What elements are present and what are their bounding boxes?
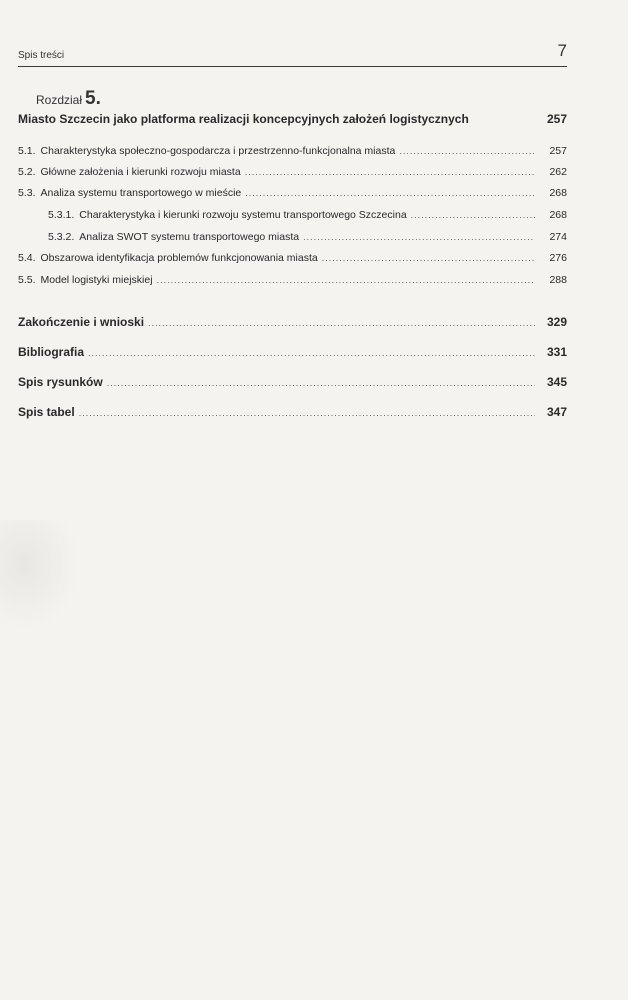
toc-entry-number: 5.1. bbox=[18, 145, 36, 157]
toc-entry-conclusions[interactable] bbox=[18, 315, 567, 333]
chapter-label: Rozdział bbox=[36, 93, 83, 107]
chapter-number: 5. bbox=[85, 88, 101, 109]
toc-entry-page: 257 bbox=[549, 145, 567, 157]
toc-entry-number: 5.5. bbox=[18, 274, 36, 286]
toc-entry-title: Główne założenia i kierunki rozwoju miasta bbox=[40, 166, 241, 178]
toc-entry-number: 5.3.1. bbox=[48, 209, 75, 221]
dot-leader bbox=[303, 232, 535, 242]
toc-entry-title: Analiza SWOT systemu transportowego miasta bbox=[79, 231, 300, 243]
dot-leader bbox=[88, 348, 535, 358]
toc-entry-title: Model logistyki miejskiej bbox=[40, 274, 153, 286]
toc-entry-title: Zakończenie i wnioski bbox=[18, 315, 145, 329]
toc-entry-page: 276 bbox=[549, 252, 567, 264]
running-title: Spis treści bbox=[18, 50, 65, 61]
toc-entry-5-1[interactable] bbox=[18, 145, 567, 161]
dot-leader bbox=[411, 210, 535, 220]
chapter-title: Miasto Szczecin jako platforma realizacji koncepcyjnych założeń logistycznych bbox=[18, 112, 469, 126]
toc-entry-5-4[interactable] bbox=[18, 252, 567, 268]
toc-entry-page: 345 bbox=[546, 375, 567, 389]
toc-entry-5-5[interactable] bbox=[18, 274, 567, 290]
dot-leader bbox=[157, 275, 535, 285]
toc-entry-page: 331 bbox=[546, 345, 567, 359]
dot-leader bbox=[79, 408, 535, 418]
dot-leader bbox=[245, 188, 535, 198]
toc-entry-page: 262 bbox=[549, 166, 567, 178]
running-header bbox=[18, 38, 567, 67]
toc-entry-list-of-tables[interactable] bbox=[18, 405, 567, 423]
toc-entry-page: 347 bbox=[546, 405, 567, 419]
chapter-heading bbox=[36, 88, 101, 110]
toc-entry-5-2[interactable] bbox=[18, 166, 567, 182]
chapter-title-row[interactable] bbox=[18, 112, 567, 130]
toc-entry-title: Charakterystyka i kierunki rozwoju systemu transportowego Szczecina bbox=[79, 209, 407, 221]
toc-entry-number: 5.4. bbox=[18, 252, 36, 264]
toc-entry-page: 288 bbox=[549, 274, 567, 286]
toc-entry-page: 268 bbox=[549, 187, 567, 199]
toc-entry-title: Analiza systemu transportowego w mieście bbox=[40, 187, 242, 199]
toc-entry-page: 268 bbox=[549, 209, 567, 221]
toc-entry-title: Bibliografia bbox=[18, 345, 85, 359]
dot-leader bbox=[322, 253, 535, 263]
toc-entry-title: Spis tabel bbox=[18, 405, 75, 419]
toc-entry-list-of-figures[interactable] bbox=[18, 375, 567, 393]
toc-entry-title: Obszarowa identyfikacja problemów funkcjonowania miasta bbox=[40, 252, 318, 264]
toc-entry-page: 274 bbox=[549, 231, 567, 243]
toc-entry-bibliography[interactable] bbox=[18, 345, 567, 363]
chapter-page: 257 bbox=[546, 112, 567, 126]
toc-entry-5-3-2[interactable] bbox=[48, 231, 567, 247]
toc-entry-page: 329 bbox=[546, 315, 567, 329]
dot-leader bbox=[107, 378, 535, 388]
toc-entry-number: 5.3.2. bbox=[48, 231, 75, 243]
dot-leader bbox=[399, 146, 535, 156]
dot-leader bbox=[245, 167, 535, 177]
toc-entry-5-3[interactable] bbox=[18, 187, 567, 203]
page-number: 7 bbox=[557, 41, 567, 60]
toc-entry-5-3-1[interactable] bbox=[48, 209, 567, 225]
paper-texture bbox=[0, 520, 80, 630]
dot-leader bbox=[148, 318, 535, 328]
toc-entry-title: Charakterystyka społeczno-gospodarcza i przestrzenno-funkcjonalna miasta bbox=[40, 145, 396, 157]
toc-entry-number: 5.3. bbox=[18, 187, 36, 199]
toc-entry-title: Spis rysunków bbox=[18, 375, 103, 389]
toc-entry-number: 5.2. bbox=[18, 166, 36, 178]
